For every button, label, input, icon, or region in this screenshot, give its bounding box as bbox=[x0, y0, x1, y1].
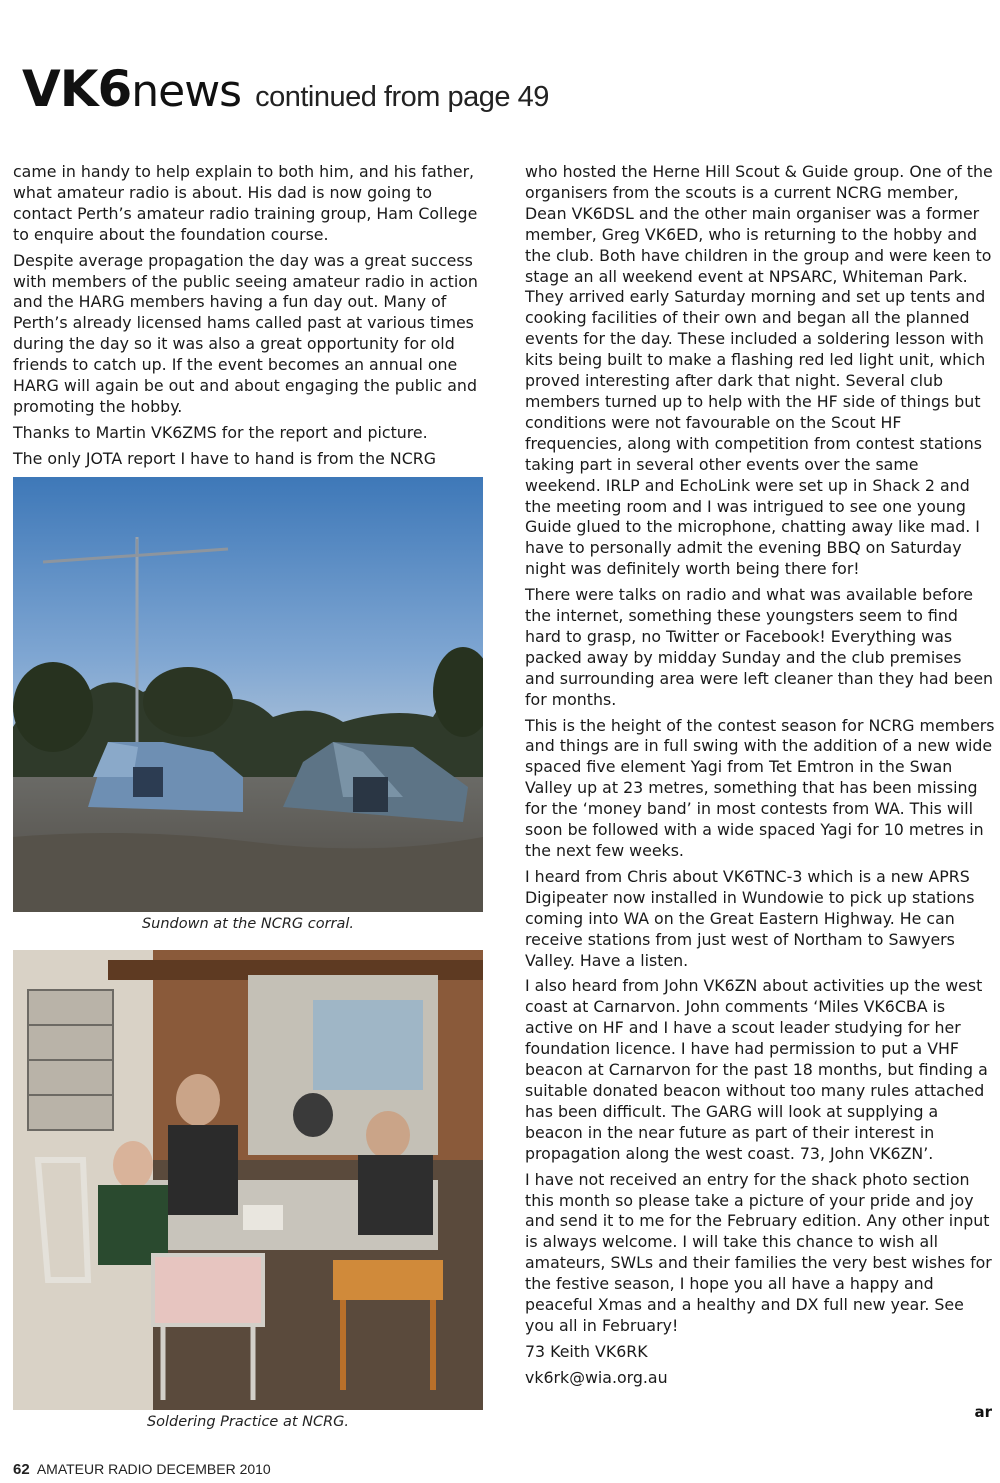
paragraph: Despite average propagation the day was a great success with members of the public seeing amateur radio in action and the HARG members having a fun day out. Many of Perth’s already licensed hams called past at various times during the day so it was also a great opportunity for old friends to catch up. If the event becomes an annual one HARG will again be out and about engaging the public and promoting the hobby. bbox=[13, 250, 478, 416]
photo-caption: Sundown at the NCRG corral. bbox=[141, 916, 355, 932]
paragraph: who hosted the Herne Hill Scout & Guide group. One of the organisers from the scouts is a current NCRG member, Dean VK6DSL and the other main organiser was a former member, Greg VK6ED, who is returning to the hobby and the club. Both have children in the group and were keen to stage an all weekend event at NPSARC, Whiteman Park. They arrived early Saturday morning and set up tents and cooking facilities of their own and began all the planned events for the day. These included a soldering lesson with kits being built to make a flashing red led light unit, which proved interesting after dark that night. Several club members turned up to help with the HF side of things but conditions were not favourable on the Scout HF frequencies, along with competition from contest stations taking part in several other events over the same weekend. IRLP and EchoLink were set up in Shack 2 and the meeting room and I was intrigued to see one young Guide glued to the microphone, chatting away like mad. I have to personally admit the evening BBQ on Saturday night was definitely worth being there for! bbox=[525, 162, 993, 579]
email-link[interactable]: vk6rk@wia.org.au bbox=[525, 1367, 668, 1387]
right-column bbox=[525, 162, 995, 1394]
paragraph: The only JOTA report I have to hand is from the NCRG bbox=[13, 448, 436, 468]
soldering-illustration bbox=[13, 950, 483, 1410]
paragraph: I have not received an entry for the shack photo section this month so please take a picture of your pride and joy and send it to me for the February edition. Any other input is always welcome. I will take this chance to wish all amateurs, SWLs and their families the very best wishes for the festive season, I hope you all have a happy and peaceful Xmas and a healthy and DX full new year. See you all in February! bbox=[525, 1169, 992, 1335]
paragraph: came in handy to help explain to both him, and his father, what amateur radio is about. His dad is now going to contact Perth’s amateur radio training group, Ham College to enquire about the foundation course. bbox=[13, 162, 478, 244]
paragraph: I also heard from John VK6ZN about activities up the west coast at Carnarvon. John comments ‘Miles VK6CBA is active on HF and I have a scout leader studying for her foundation licence. I have had permission to put a VHF beacon at Carnarvon for the past 18 months, but finding a suitable donated beacon without too many rules attached has been difficult. The GARG will look at supplying a beacon in the near future as part of their interest in propagation along the west coast. 73, John VK6ZN’. bbox=[525, 976, 988, 1163]
photo-soldering bbox=[13, 950, 483, 1410]
left-column bbox=[13, 162, 488, 475]
tents-antenna-illustration bbox=[13, 477, 483, 912]
publication-name: AMATEUR RADIO DECEMBER 2010 bbox=[36, 1461, 271, 1477]
page-header bbox=[22, 60, 549, 120]
continued-note: continued from page 49 bbox=[255, 81, 549, 113]
page-footer bbox=[13, 1461, 271, 1478]
section-title-bold: VK6 bbox=[22, 60, 132, 118]
end-mark: ar bbox=[974, 1403, 992, 1421]
photo-caption: Soldering Practice at NCRG. bbox=[146, 1414, 350, 1430]
paragraph: I heard from Chris about VK6TNC-3 which is a new APRS Digipeater now installed in Wundowie to pick up stations coming into WA on the Great Eastern Highway. He can receive stations from just west of Northam to Sawyers Valley. Have a listen. bbox=[525, 866, 975, 970]
page-number: 62 bbox=[13, 1461, 30, 1478]
photo-tents-antenna bbox=[13, 477, 483, 912]
signature-line: 73 Keith VK6RK bbox=[525, 1341, 648, 1361]
section-title-light: news bbox=[131, 66, 242, 117]
paragraph: Thanks to Martin VK6ZMS for the report and picture. bbox=[13, 422, 428, 442]
paragraph: There were talks on radio and what was available before the internet, something these youngsters seem to find hard to grasp, no Twitter or Facebook! Everything was packed away by midday Sunday and the club premises and surrounding area were left cleaner than they had been for months. bbox=[525, 585, 994, 709]
paragraph: This is the height of the contest season for NCRG members and things are in full swing with the addition of a new wide spaced five element Yagi from Tet Emtron in the Swan Valley up at 23 metres, something that has been missing for the ‘money band’ in most contests from WA. This will soon be followed with a wide spaced Yagi for 10 metres in the next few weeks. bbox=[525, 715, 995, 860]
